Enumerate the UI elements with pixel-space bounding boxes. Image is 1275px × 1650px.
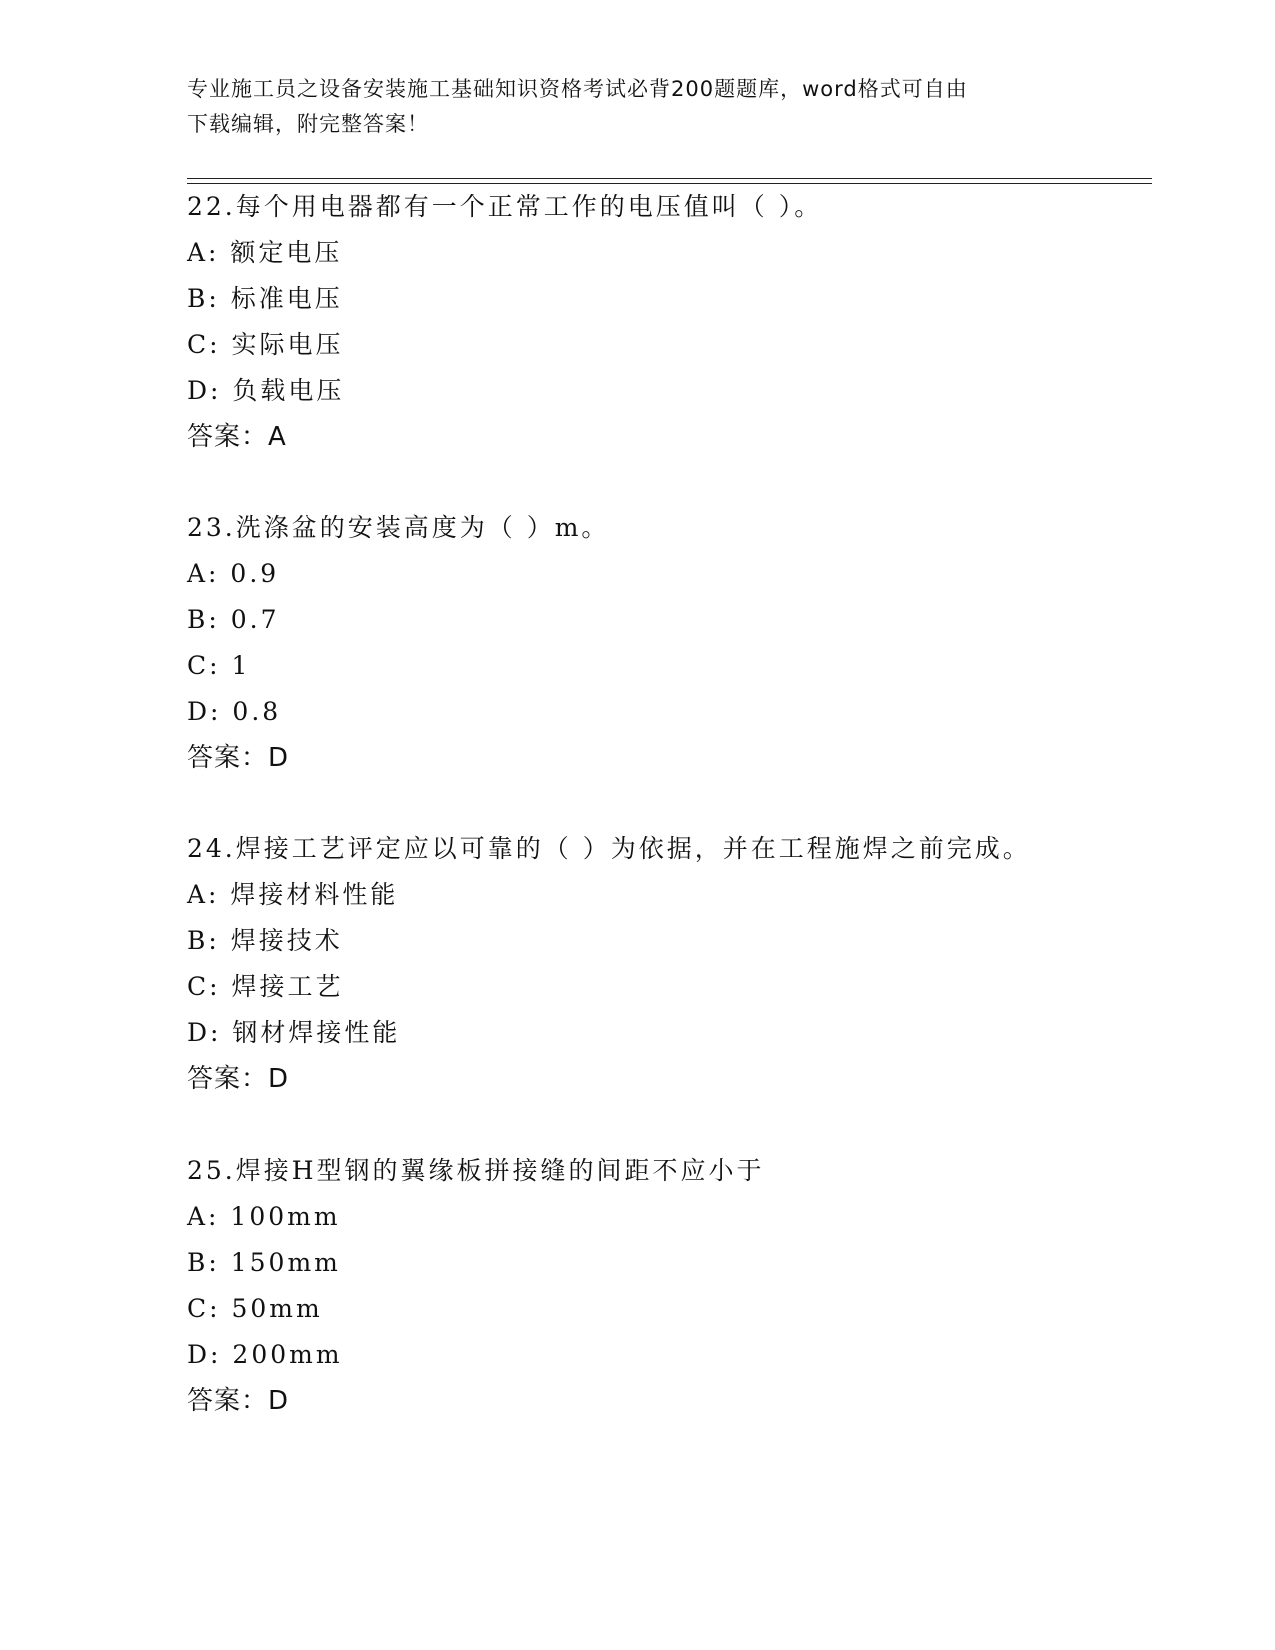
option-a: A: 额定电压 — [187, 238, 343, 267]
question-23 — [187, 505, 1147, 781]
option-a: A: 0.9 — [187, 559, 280, 588]
question-stem: 22.每个用电器都有一个正常工作的电压值叫（ ）。 — [187, 192, 823, 221]
option-b: B: 焊接技术 — [187, 926, 343, 955]
header-divider-top — [187, 178, 1152, 179]
answer-line: 答案：D — [187, 1386, 290, 1416]
question-stem: 24.焊接工艺评定应以可靠的（ ）为依据，并在工程施焊之前完成。 — [187, 834, 1031, 863]
option-b: B: 标准电压 — [187, 284, 343, 313]
answer-line: 答案：D — [187, 1064, 290, 1094]
header-title-line-2: 下载编辑，附完整答案！ — [187, 112, 429, 136]
option-c: C: 焊接工艺 — [187, 972, 344, 1001]
question-25 — [187, 1148, 1147, 1424]
question-24 — [187, 826, 1147, 1102]
header-title-line-1: 专业施工员之设备安装施工基础知识资格考试必背200题题库，word格式可自由 — [187, 77, 968, 101]
option-b: B: 0.7 — [187, 605, 280, 634]
option-d: D: 钢材焊接性能 — [187, 1018, 401, 1047]
option-b: B: 150mm — [187, 1248, 341, 1277]
question-stem: 25.焊接H型钢的翼缘板拼接缝的间距不应小于 — [187, 1156, 765, 1185]
question-22 — [187, 184, 1147, 460]
question-stem: 23.洗涤盆的安装高度为（ ）m。 — [187, 513, 610, 542]
answer-line: 答案：D — [187, 743, 290, 773]
option-a: A: 100mm — [187, 1202, 341, 1231]
option-c: C: 实际电压 — [187, 330, 344, 359]
option-c: C: 50mm — [187, 1294, 323, 1323]
option-c: C: 1 — [187, 651, 251, 680]
option-a: A: 焊接材料性能 — [187, 880, 399, 909]
answer-line: 答案：A — [187, 422, 287, 452]
option-d: D: 0.8 — [187, 697, 282, 726]
option-d: D: 负载电压 — [187, 376, 345, 405]
document-header — [187, 72, 1067, 142]
option-d: D: 200mm — [187, 1340, 343, 1369]
